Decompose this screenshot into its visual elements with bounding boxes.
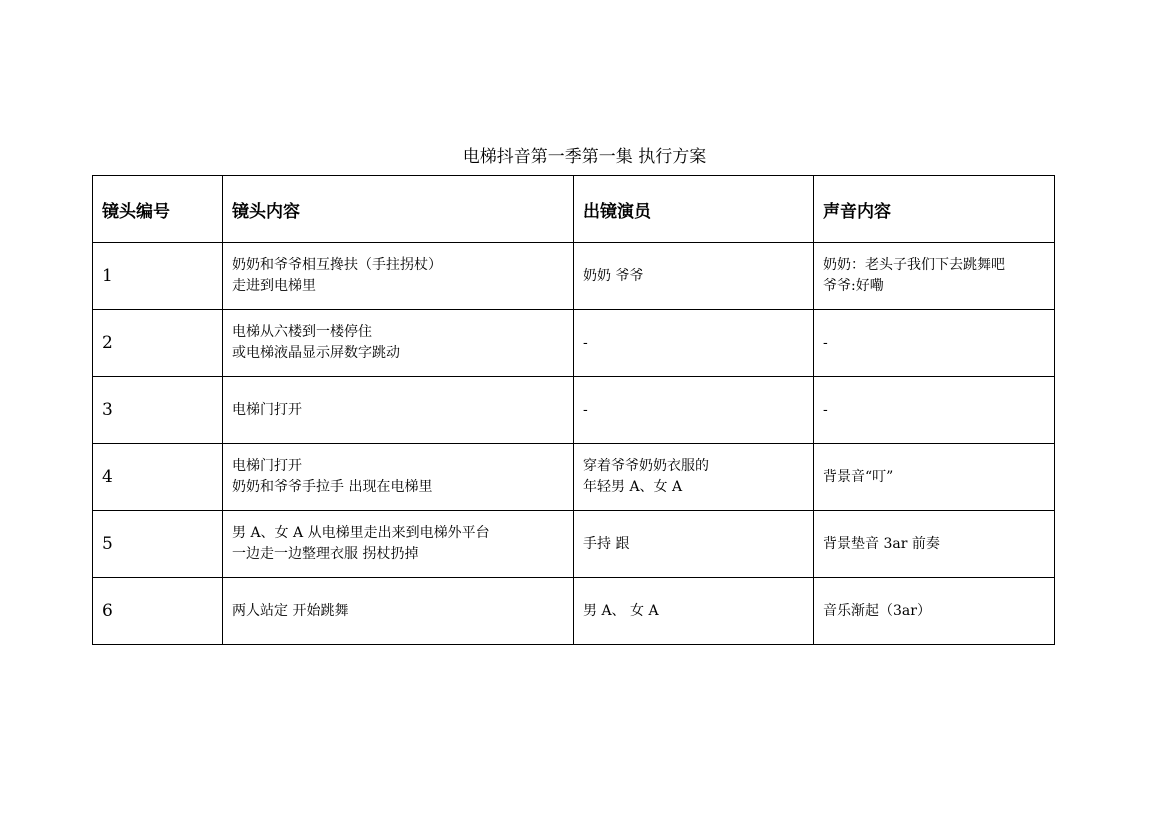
actors-cell xyxy=(574,511,814,578)
sound-line: 背景音“叮” xyxy=(823,468,894,485)
shot-number-cell: 2 xyxy=(93,310,223,377)
actors-line: 奶奶 爷爷 xyxy=(583,267,644,284)
shot-number-cell: 4 xyxy=(93,444,223,511)
sound-cell xyxy=(814,310,1055,377)
sound-line: 爷爷:好嘞 xyxy=(823,278,884,294)
actors-cell xyxy=(574,578,814,645)
table-row xyxy=(93,310,1055,377)
sound-cell xyxy=(814,243,1055,310)
sound-line: - xyxy=(823,334,828,351)
shot-content-line: 男 A、女 A 从电梯里走出来到电梯外平台 xyxy=(232,525,490,541)
actors-cell xyxy=(574,243,814,310)
sound-cell xyxy=(814,444,1055,511)
sound-cell xyxy=(814,511,1055,578)
table-row xyxy=(93,511,1055,578)
shot-content-cell xyxy=(223,578,574,645)
sound-line: 背景垫音 3ar 前奏 xyxy=(823,535,940,552)
actors-line: - xyxy=(583,334,588,351)
shot-table xyxy=(92,175,1055,645)
actors-cell xyxy=(574,310,814,377)
actors-line: 男 A、 女 A xyxy=(583,602,659,619)
sound-cell xyxy=(814,377,1055,444)
sound-line: 音乐渐起（3ar） xyxy=(823,602,931,619)
shot-number-cell: 1 xyxy=(93,243,223,310)
shot-content-cell xyxy=(223,377,574,444)
shot-content-line: 一边走一边整理衣服 拐杖扔掉 xyxy=(232,546,419,562)
shot-content-line: 电梯门打开 xyxy=(232,401,302,418)
shot-content-line: 奶奶和爷爷手拉手 出现在电梯里 xyxy=(232,479,433,495)
shot-content-line: 电梯从六楼到一楼停住 xyxy=(232,324,372,340)
table-row xyxy=(93,444,1055,511)
shot-content-line: 两人站定 开始跳舞 xyxy=(232,602,349,619)
sound-cell xyxy=(814,578,1055,645)
header-actors: 出镜演员 xyxy=(574,176,814,243)
shot-content-cell xyxy=(223,511,574,578)
header-sound: 声音内容 xyxy=(814,176,1055,243)
shot-content-cell xyxy=(223,243,574,310)
table-row xyxy=(93,578,1055,645)
shot-content-line: 或电梯液晶显示屏数字跳动 xyxy=(232,345,400,361)
shot-number-cell: 5 xyxy=(93,511,223,578)
shot-content-cell xyxy=(223,444,574,511)
shot-content-line: 奶奶和爷爷相互搀扶（手拄拐杖） xyxy=(232,257,442,273)
header-shot-number: 镜头编号 xyxy=(93,176,223,243)
actors-line: 年轻男 A、女 A xyxy=(583,479,683,495)
sound-line: 奶奶：老头子我们下去跳舞吧 xyxy=(823,257,1005,273)
actors-line: 穿着爷爷奶奶衣服的 xyxy=(583,458,709,474)
header-shot-content: 镜头内容 xyxy=(223,176,574,243)
actors-line: 手持 跟 xyxy=(583,535,630,552)
table-header-row xyxy=(93,176,1055,243)
actors-cell xyxy=(574,444,814,511)
actors-cell xyxy=(574,377,814,444)
table-row xyxy=(93,243,1055,310)
document-title: 电梯抖音第一季第一集 执行方案 xyxy=(462,147,707,167)
shot-number-cell: 6 xyxy=(93,578,223,645)
sound-line: - xyxy=(823,401,828,418)
shot-number-cell: 3 xyxy=(93,377,223,444)
actors-line: - xyxy=(583,401,588,418)
shot-content-line: 电梯门打开 xyxy=(232,458,302,474)
shot-content-line: 走进到电梯里 xyxy=(232,278,316,294)
shot-content-cell xyxy=(223,310,574,377)
table-row xyxy=(93,377,1055,444)
